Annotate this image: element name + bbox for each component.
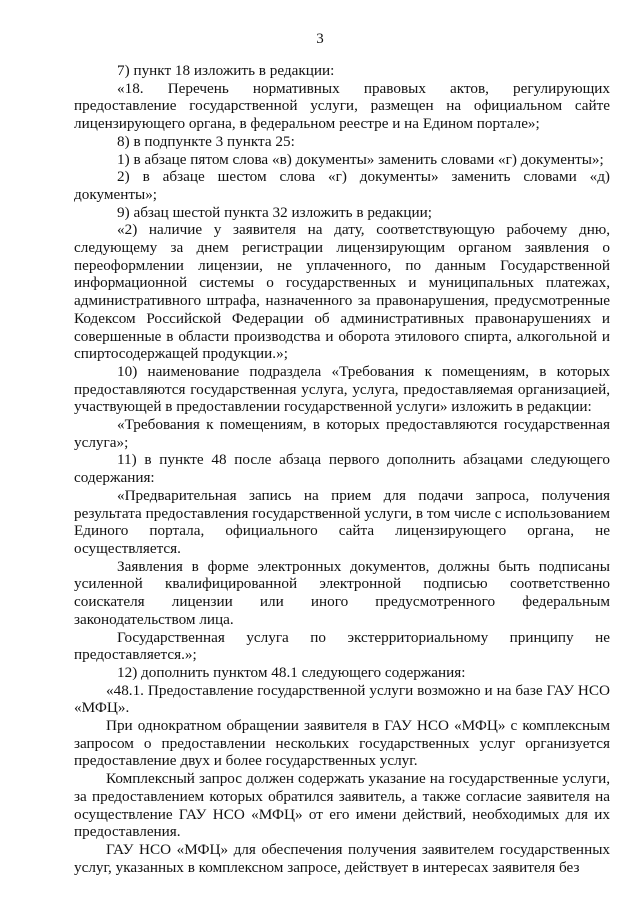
document-body (74, 62, 610, 876)
paragraph: 8) в подпункте 3 пункта 25: (117, 132, 295, 150)
paragraph: «2) наличие у заявителя на дату, соответствующую рабочему дню, следующему за днем регистрации лицензирующим органом заявления о переоформлении лицензии, не уплаченного, по данным Государственной информационной системы о государственных и муниципальных платежах, административного штрафа, назначенного за правонарушения, предусмотренные Кодексом Российской Федерации об административных правонарушениях и совершенные в области производства и оборота этилового спирта, алкогольной и спиртосодержащей продукции.»; (74, 221, 610, 363)
paragraph: 9) абзац шестой пункта 32 изложить в редакции; (117, 203, 432, 221)
paragraph: 7) пункт 18 изложить в редакции: (117, 62, 335, 79)
paragraph: «Предварительная запись на прием для подачи запроса, получения результата предоставления государственной услуги, в том числе с использованием Единого портала, официального сайта лицензирующего органа, не осуществляется. (74, 486, 610, 557)
paragraph: «18. Перечень нормативных правовых актов, регулирующих предоставление государственной услуги, размещен на официальном сайте лицензирующего органа, в федеральном реестре и на Едином портале»; (74, 79, 610, 133)
paragraph: 11) в пункте 48 после абзаца первого дополнить абзацами следующего содержания: (74, 451, 610, 487)
paragraph: При однократном обращении заявителя в ГАУ НСО «МФЦ» с комплексным запросом о предоставлении нескольких государственных услуг организуется предоставление двух и более государственных услуг. (74, 717, 610, 770)
paragraph: Заявления в форме электронных документов, должны быть подписаны усиленной квалифицированной электронной подписью соответственно соискателя лицензии или иного предусмотренного федеральным законодательством лица. (74, 557, 610, 628)
paragraph: 10) наименование подраздела «Требования к помещениям, в которых предоставляются государственная услуга, услуга, предоставляемая организацией, участвующей в предоставлении государственной услуги» изложить в редакции: (74, 362, 610, 416)
paragraph: 2) в абзаце шестом слова «г) документы» заменить словами «д) документы»; (74, 168, 610, 203)
page-number: 3 (316, 31, 324, 47)
paragraph: ГАУ НСО «МФЦ» для обеспечения получения заявителем государственных услуг, указанных в комплексном запросе, действует в интересах заявителя без (74, 840, 610, 876)
paragraph: 1) в абзаце пятом слова «в) документы» заменить словами «г) документы»; (117, 150, 604, 168)
paragraph: 12) дополнить пунктом 48.1 следующего содержания: (117, 663, 466, 681)
paragraph: Комплексный запрос должен содержать указание на государственные услуги, за предоставлением которых обратился заявитель, а также согласие заявителя на осуществление ГАУ НСО «МФЦ» от его имени действий, необходимых для их предоставления. (74, 770, 610, 841)
paragraph: «Требования к помещениям, в которых предоставляются государственная услуга»; (74, 416, 610, 451)
paragraph: «48.1. Предоставление государственной услуги возможно и на базе ГАУ НСО «МФЦ». (74, 681, 610, 717)
paragraph: Государственная услуга по экстерриториальному принципу не предоставляется.»; (74, 628, 610, 664)
